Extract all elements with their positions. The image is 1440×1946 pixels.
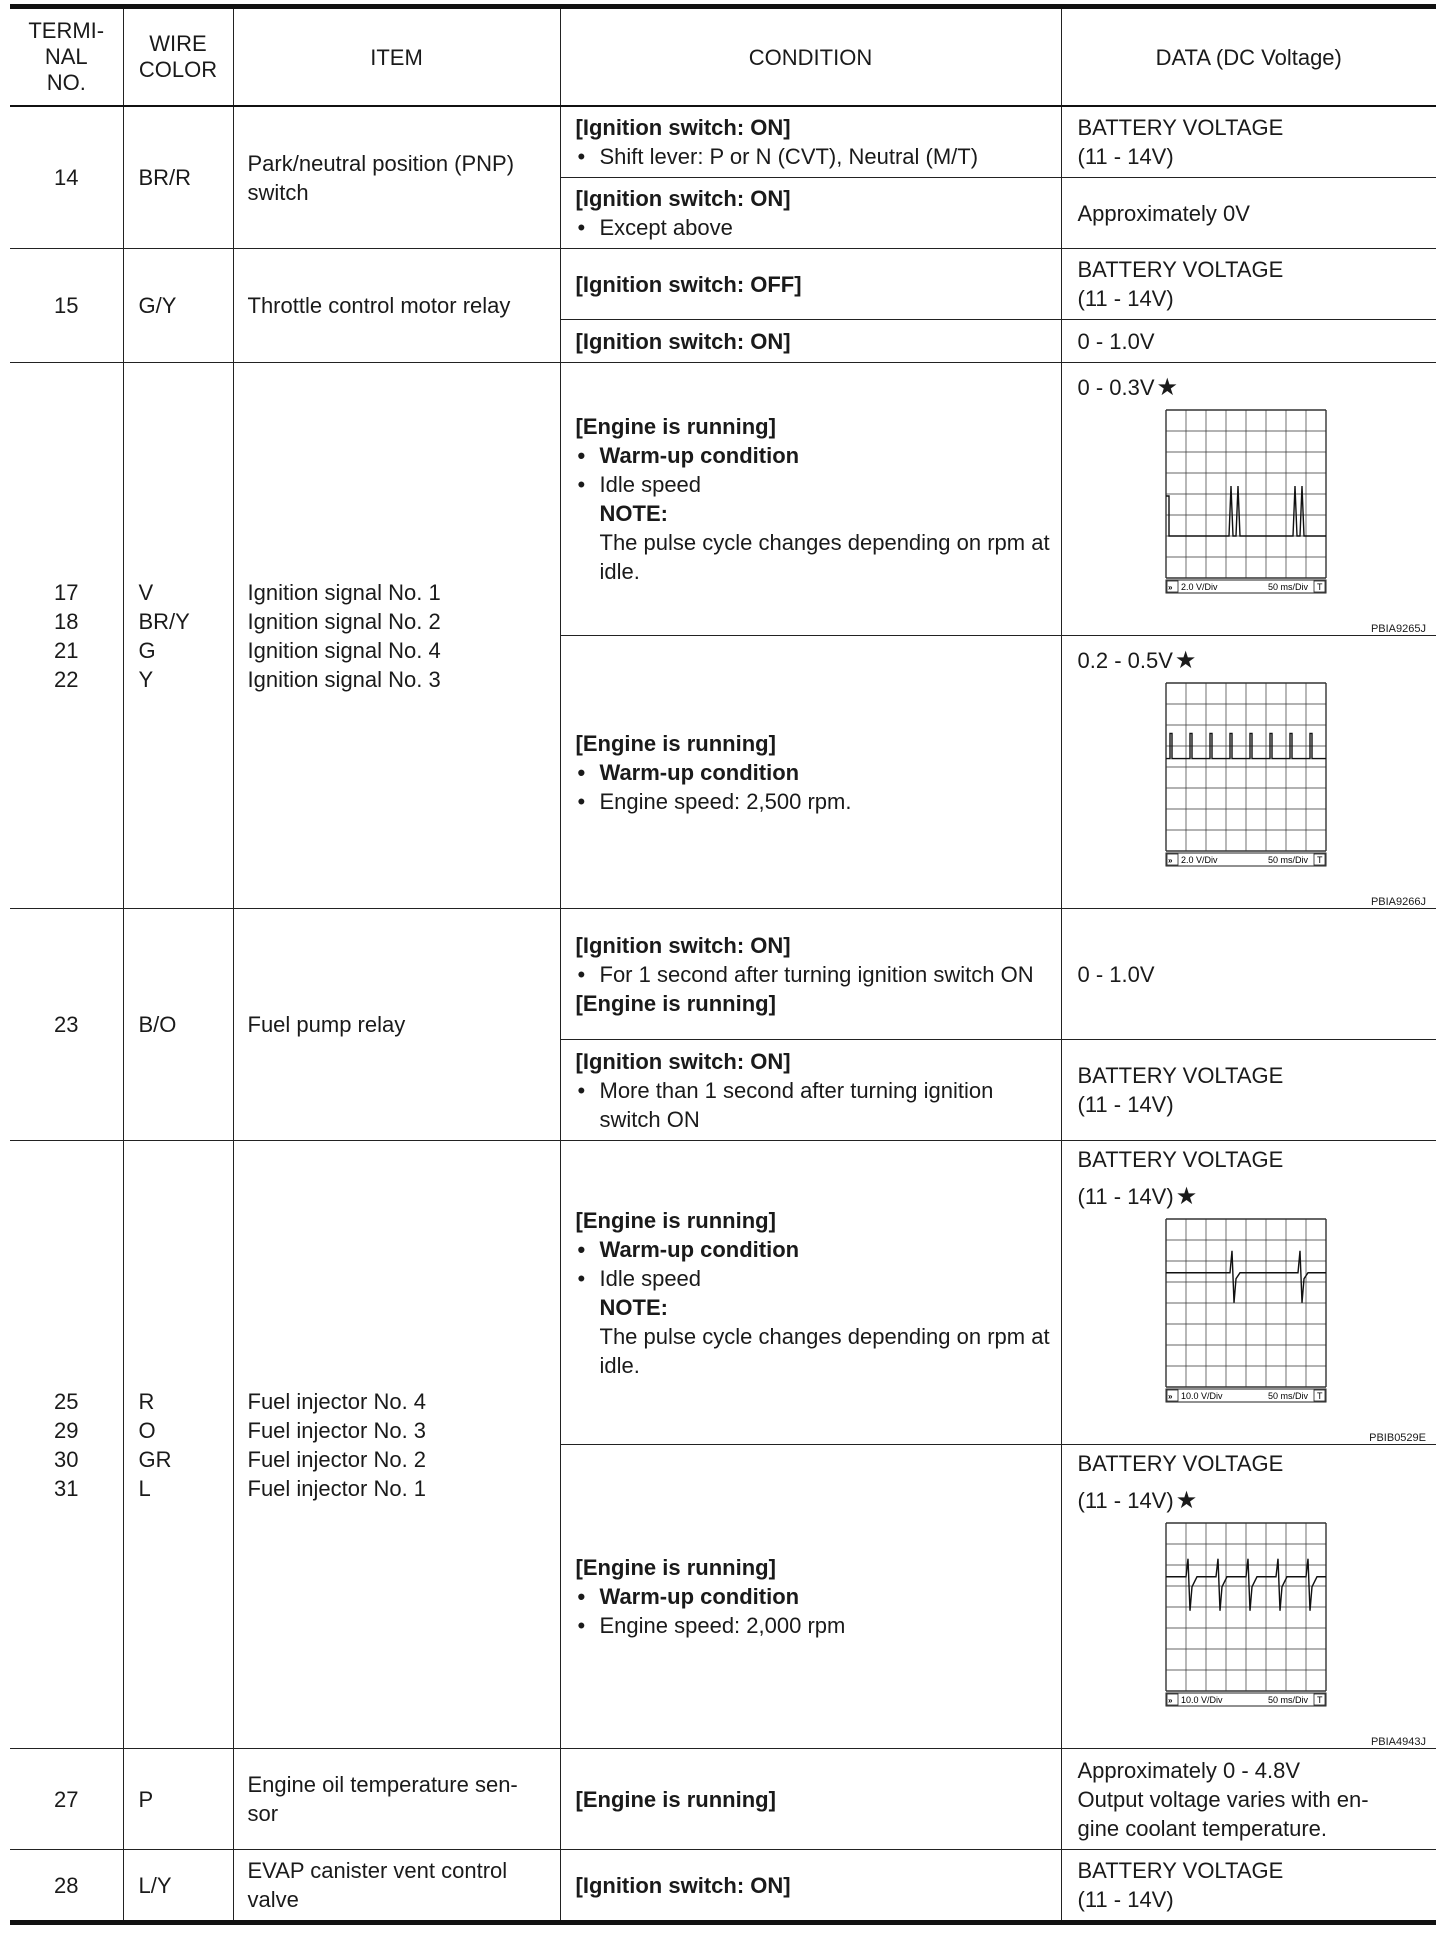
wire-cell: B/O [123, 909, 233, 1141]
wire-cell: BR/R [123, 106, 233, 249]
item-cell: EVAP canister vent control valve [233, 1850, 560, 1923]
header-wire-color: WIRE COLOR [123, 7, 233, 107]
scope-marker: » [1167, 856, 1172, 865]
scope-marker: » [1167, 1392, 1172, 1401]
terminal-cell: 25 29 30 31 [10, 1141, 123, 1749]
terminal-cell: 28 [10, 1850, 123, 1923]
scope-time-per-div: 50 ms/Div [1267, 1391, 1308, 1401]
waveform-graph [1078, 1211, 1427, 1444]
scope-time-per-div: 50 ms/Div [1267, 582, 1308, 592]
condition-cell: [Engine is running] • Warm-up condition • Idle speed NOTE: The pulse cycle changes depending on rpm at idle. [560, 363, 1061, 636]
table-row [10, 1749, 1436, 1850]
scope-legend [1166, 853, 1326, 866]
condition-cell: [Engine is running] [560, 1749, 1061, 1850]
item-cell: Ignition signal No. 1 Ignition signal No. 2 Ignition signal No. 4 Ignition signal No. 3 [233, 363, 560, 909]
condition-cell: [Engine is running] • Warm-up condition • Idle speed NOTE: The pulse cycle changes depending on rpm at idle. [560, 1141, 1061, 1445]
header-row [10, 7, 1436, 107]
scope-svg [1078, 1211, 1338, 1433]
wire-cell: V BR/Y G Y [123, 363, 233, 909]
scope-trigger: T [1316, 1391, 1322, 1401]
condition-cell: [Ignition switch: ON] [560, 1850, 1061, 1923]
item-cell: Park/neutral position (PNP) switch [233, 106, 560, 249]
scope-time-per-div: 50 ms/Div [1267, 1695, 1308, 1705]
scope-volts-per-div: 2.0 V/Div [1180, 582, 1218, 592]
scope-svg [1078, 402, 1338, 624]
data-cell: Approximately 0 - 4.8V Output voltage varies with en- gine coolant temperature. [1061, 1749, 1436, 1850]
scope-trigger: T [1316, 855, 1322, 865]
figure-id: PBIB0529E [1369, 1432, 1426, 1444]
data-cell: BATTERY VOLTAGE (11 - 14V) [1061, 1850, 1436, 1923]
scope-legend [1166, 1693, 1326, 1706]
condition-cell: [Ignition switch: ON] [560, 320, 1061, 363]
scope-legend [1166, 580, 1326, 593]
data-cell: 0.2 - 0.5V★ » 2.0 V/Div 50 ms/Div T PBIA9266J [1061, 636, 1436, 909]
data-cell: BATTERY VOLTAGE (11 - 14V) [1061, 1040, 1436, 1141]
terminal-cell: 17 18 21 22 [10, 363, 123, 909]
scope-marker: » [1167, 1696, 1172, 1705]
scope-grid [1166, 1219, 1326, 1387]
table-row [10, 909, 1436, 1040]
star-icon: ★ [1175, 1183, 1198, 1210]
item-cell: Engine oil temperature sen- sor [233, 1749, 560, 1850]
condition-cell: [Engine is running] • Warm-up condition • Engine speed: 2,000 rpm [560, 1445, 1061, 1749]
terminal-data-table [10, 4, 1436, 1925]
wire-cell: L/Y [123, 1850, 233, 1923]
table-row [10, 106, 1436, 178]
scope-svg [1078, 675, 1338, 897]
scope-volts-per-div: 10.0 V/Div [1180, 1391, 1223, 1401]
terminal-cell: 27 [10, 1749, 123, 1850]
data-cell: 0 - 0.3V★ » 2.0 V/Div 50 ms/Div T PBIA9265J [1061, 363, 1436, 636]
terminal-cell: 15 [10, 249, 123, 363]
waveform-graph [1078, 675, 1427, 908]
data-cell: Approximately 0V [1061, 178, 1436, 249]
star-icon: ★ [1175, 1487, 1198, 1514]
scope-grid [1166, 683, 1326, 851]
scope-trigger: T [1316, 1695, 1322, 1705]
item-cell: Fuel injector No. 4 Fuel injector No. 3 Fuel injector No. 2 Fuel injector No. 1 [233, 1141, 560, 1749]
wire-cell: P [123, 1749, 233, 1850]
scope-time-per-div: 50 ms/Div [1267, 855, 1308, 865]
wire-cell: G/Y [123, 249, 233, 363]
condition-cell: [Ignition switch: ON] • Shift lever: P or N (CVT), Neutral (M/T) [560, 106, 1061, 178]
table-row [10, 249, 1436, 320]
figure-id: PBIA9266J [1370, 896, 1426, 908]
star-icon: ★ [1174, 647, 1197, 674]
terminal-cell: 23 [10, 909, 123, 1141]
condition-cell: [Ignition switch: ON] • More than 1 second after turning ignition switch ON [560, 1040, 1061, 1141]
scope-trigger: T [1316, 582, 1322, 592]
figure-id: PBIA4943J [1370, 1736, 1426, 1748]
condition-cell: [Engine is running] • Warm-up condition • Engine speed: 2,500 rpm. [560, 636, 1061, 909]
header-condition: CONDITION [560, 7, 1061, 107]
data-cell: BATTERY VOLTAGE (11 - 14V)★ » 10.0 V/Div 50 ms/Div T PBIA4943J [1061, 1445, 1436, 1749]
scope-svg [1078, 1515, 1338, 1737]
table-row [10, 363, 1436, 636]
scope-volts-per-div: 10.0 V/Div [1180, 1695, 1223, 1705]
item-cell: Throttle control motor relay [233, 249, 560, 363]
condition-cell: [Ignition switch: ON] • Except above [560, 178, 1061, 249]
figure-id: PBIA9265J [1370, 623, 1426, 635]
scope-marker: » [1167, 583, 1172, 592]
table-row [10, 1850, 1436, 1923]
data-cell: BATTERY VOLTAGE (11 - 14V) [1061, 249, 1436, 320]
data-cell: BATTERY VOLTAGE (11 - 14V) [1061, 106, 1436, 178]
item-cell: Fuel pump relay [233, 909, 560, 1141]
header-data: DATA (DC Voltage) [1061, 7, 1436, 107]
header-terminal: TERMI- NAL NO. [10, 7, 123, 107]
data-cell: BATTERY VOLTAGE (11 - 14V)★ » 10.0 V/Div 50 ms/Div T PBIB0529E [1061, 1141, 1436, 1445]
condition-cell: [Ignition switch: OFF] [560, 249, 1061, 320]
data-cell: 0 - 1.0V [1061, 320, 1436, 363]
scope-volts-per-div: 2.0 V/Div [1180, 855, 1218, 865]
waveform-graph [1078, 1515, 1427, 1748]
terminal-cell: 14 [10, 106, 123, 249]
data-cell: 0 - 1.0V [1061, 909, 1436, 1040]
condition-cell: [Ignition switch: ON] • For 1 second after turning ignition switch ON [Engine is running] [560, 909, 1061, 1040]
table-row [10, 1141, 1436, 1445]
star-icon: ★ [1156, 374, 1179, 401]
scope-legend [1166, 1389, 1326, 1402]
header-item: ITEM [233, 7, 560, 107]
waveform-graph [1078, 402, 1427, 635]
wire-cell: R O GR L [123, 1141, 233, 1749]
